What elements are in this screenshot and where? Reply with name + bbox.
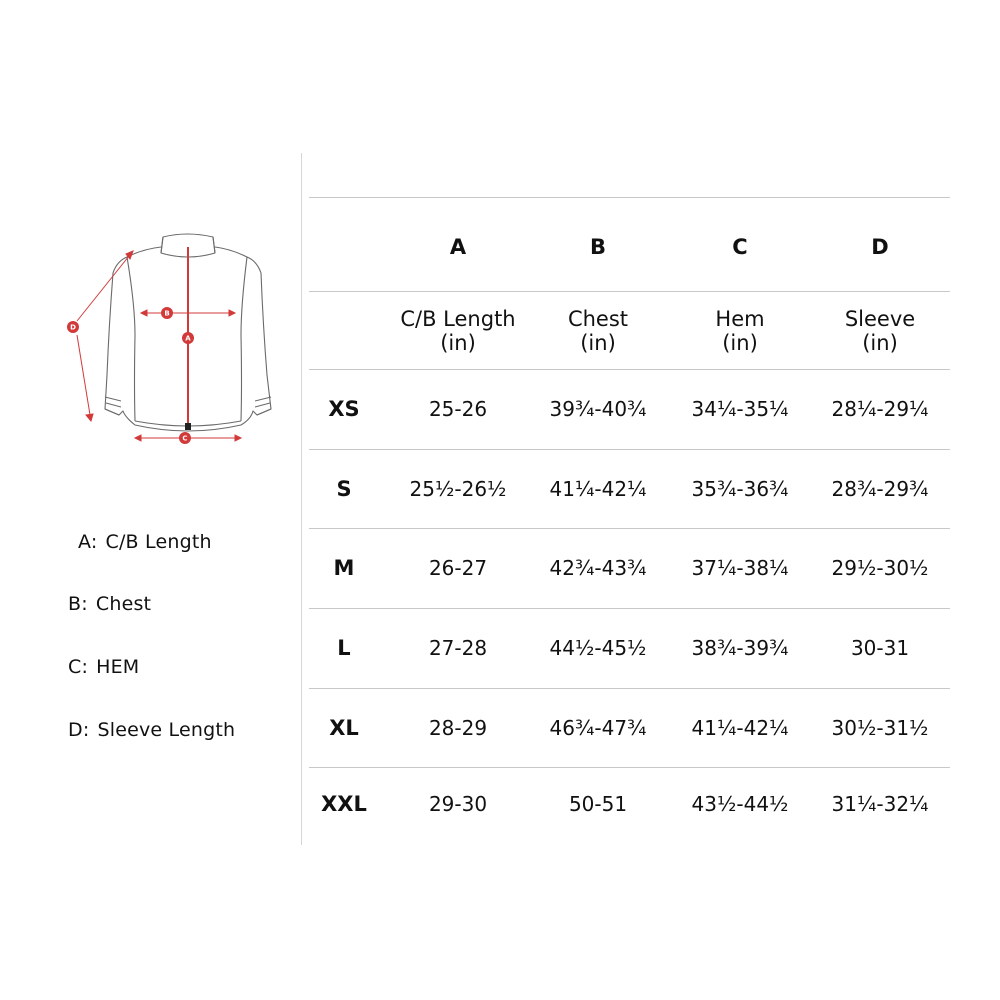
table-cell: 38¾-39¾ bbox=[691, 636, 789, 660]
jacket-armhole-left bbox=[127, 257, 135, 421]
legend-label: C/B Length bbox=[105, 531, 212, 553]
column-header-unit: (in) bbox=[580, 331, 616, 355]
column-letter-c: C bbox=[732, 235, 748, 259]
table-cell: 35¾-36¾ bbox=[691, 476, 789, 501]
column-letter-d: D bbox=[871, 235, 889, 259]
legend-key: A: bbox=[78, 531, 98, 553]
column-header-name: Sleeve bbox=[844, 307, 916, 331]
vertical-divider bbox=[301, 153, 302, 845]
marker-d-label: D bbox=[70, 323, 76, 332]
size-label-xxl: XXL bbox=[321, 792, 367, 816]
table-cell: 44½-45½ bbox=[549, 636, 647, 660]
table-cell: 30½-31½ bbox=[831, 715, 929, 740]
table-cell: 26-27 bbox=[428, 556, 488, 580]
jacket-armhole-right bbox=[241, 257, 247, 421]
table-cell: 29-30 bbox=[428, 792, 488, 816]
table-cell: 27-28 bbox=[428, 636, 488, 660]
table-rule bbox=[309, 291, 950, 292]
legend-key: D: bbox=[68, 719, 90, 741]
column-header-cb-length bbox=[388, 301, 528, 361]
table-cell: 25-26 bbox=[428, 397, 488, 421]
table-cell: 25½-26½ bbox=[409, 476, 507, 501]
legend-key: C: bbox=[68, 656, 89, 678]
table-cell: 29½-30½ bbox=[831, 556, 929, 580]
legend-label: HEM bbox=[96, 656, 140, 678]
legend-key: B: bbox=[68, 593, 88, 615]
table-cell: 50-51 bbox=[568, 792, 628, 816]
table-cell: 42¾-43¾ bbox=[549, 556, 647, 580]
column-header-unit: (in) bbox=[862, 331, 898, 355]
size-label-s: S bbox=[336, 476, 352, 501]
table-cell: 31¼-32¼ bbox=[831, 792, 929, 816]
table-cell: 30-31 bbox=[850, 636, 910, 660]
legend-item-b bbox=[68, 593, 151, 615]
table-cell: 41¼-42¼ bbox=[691, 715, 789, 740]
chest-arrow-right bbox=[229, 310, 235, 316]
marker-b-label: B bbox=[164, 309, 170, 318]
legend-item-c bbox=[68, 656, 139, 678]
table-cell: 41¼-42¼ bbox=[549, 476, 647, 501]
column-header-name: C/B Length bbox=[400, 307, 516, 331]
jacket-measurement-diagram bbox=[55, 225, 295, 455]
size-label-l: L bbox=[337, 636, 351, 660]
column-header-name: Chest bbox=[567, 307, 629, 331]
legend-item-a bbox=[78, 531, 212, 553]
legend-label: Sleeve Length bbox=[97, 719, 236, 741]
marker-a-label: A bbox=[185, 334, 191, 343]
table-cell: 37¼-38¼ bbox=[691, 556, 789, 580]
column-letter-b: B bbox=[589, 235, 606, 259]
table-cell: 39¾-40¾ bbox=[549, 397, 647, 421]
column-header-chest bbox=[528, 301, 668, 361]
jacket-cuff-left bbox=[105, 397, 121, 415]
sleeve-measure-line-lower bbox=[77, 335, 91, 421]
hem-arrow-right bbox=[235, 435, 241, 441]
table-cell: 34¼-35¼ bbox=[691, 397, 789, 421]
table-cell: 46¾-47¾ bbox=[549, 715, 647, 740]
size-label-xs: XS bbox=[328, 397, 360, 421]
chest-arrow-left bbox=[141, 310, 147, 316]
jacket-cuff-right bbox=[255, 397, 271, 415]
table-cell: 43½-44½ bbox=[691, 792, 789, 816]
size-label-m: M bbox=[333, 556, 355, 580]
column-header-unit: (in) bbox=[722, 331, 758, 355]
column-header-sleeve bbox=[810, 301, 950, 361]
table-cell: 28-29 bbox=[428, 715, 488, 740]
column-header-name: Hem bbox=[715, 307, 765, 331]
sleeve-measure-line-upper bbox=[77, 251, 133, 321]
table-rule bbox=[309, 197, 950, 198]
sleeve-arrow-bottom bbox=[86, 414, 93, 421]
zipper-pull bbox=[185, 423, 191, 430]
size-label-xl: XL bbox=[329, 715, 359, 740]
marker-c-label: C bbox=[182, 434, 188, 443]
column-header-hem bbox=[670, 301, 810, 361]
table-cell: 28¼-29¼ bbox=[831, 397, 929, 421]
legend-item-d bbox=[68, 719, 235, 741]
table-cell: 28¾-29¾ bbox=[831, 476, 929, 501]
column-letter-a: A bbox=[449, 235, 467, 259]
column-header-unit: (in) bbox=[440, 331, 476, 355]
hem-arrow-left bbox=[135, 435, 141, 441]
legend-label: Chest bbox=[95, 593, 152, 615]
